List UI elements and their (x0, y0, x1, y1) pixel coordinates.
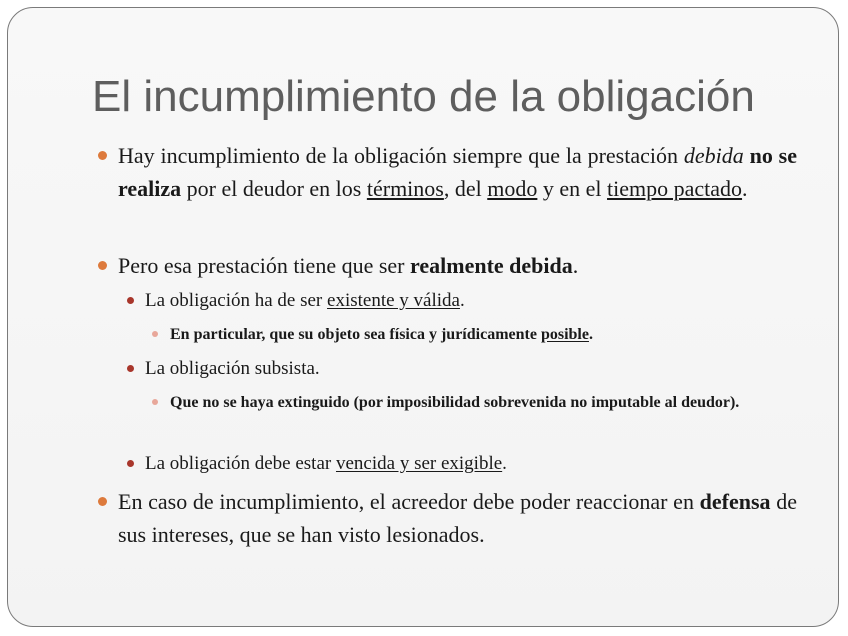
sub-bullet-existente: La obligación ha de ser existente y válida. (145, 290, 465, 311)
bullet-incumplimiento: Hay incumplimiento de la obligación siempre que la prestación debida no se realiza por el deudor en los términos, del modo y en el tiempo pactado. (118, 143, 798, 201)
bullet-prestacion-debida: Pero esa prestación tiene que ser realmente debida. (118, 253, 579, 278)
sub-sub-bullet-posible: En particular, que su objeto sea física y jurídicamente posible. (170, 326, 593, 343)
slide-title: El incumplimiento de la obligación (92, 72, 755, 121)
bullet-dot-icon (98, 497, 107, 506)
sub-bullet-dot-icon (127, 365, 134, 372)
sub-bullet-exigible: La obligación debe estar vencida y ser exigible. (145, 453, 507, 474)
sub-sub-bullet-dot-icon (152, 399, 158, 405)
bullet-defensa: En caso de incumplimiento, el acreedor debe poder reaccionar en defensa de sus intereses, que se han visto lesionados. (118, 489, 798, 547)
sub-bullet-dot-icon (127, 460, 134, 467)
sub-bullet-subsista: La obligación subsista. (145, 358, 320, 379)
bullet-dot-icon (98, 151, 107, 160)
sub-bullet-dot-icon (127, 297, 134, 304)
bullet-dot-icon (98, 261, 107, 270)
sub-sub-bullet-dot-icon (152, 331, 158, 337)
sub-sub-bullet-extinguido: Que no se haya extinguido (por imposibilidad sobrevenida no imputable al deudor). (170, 394, 740, 411)
